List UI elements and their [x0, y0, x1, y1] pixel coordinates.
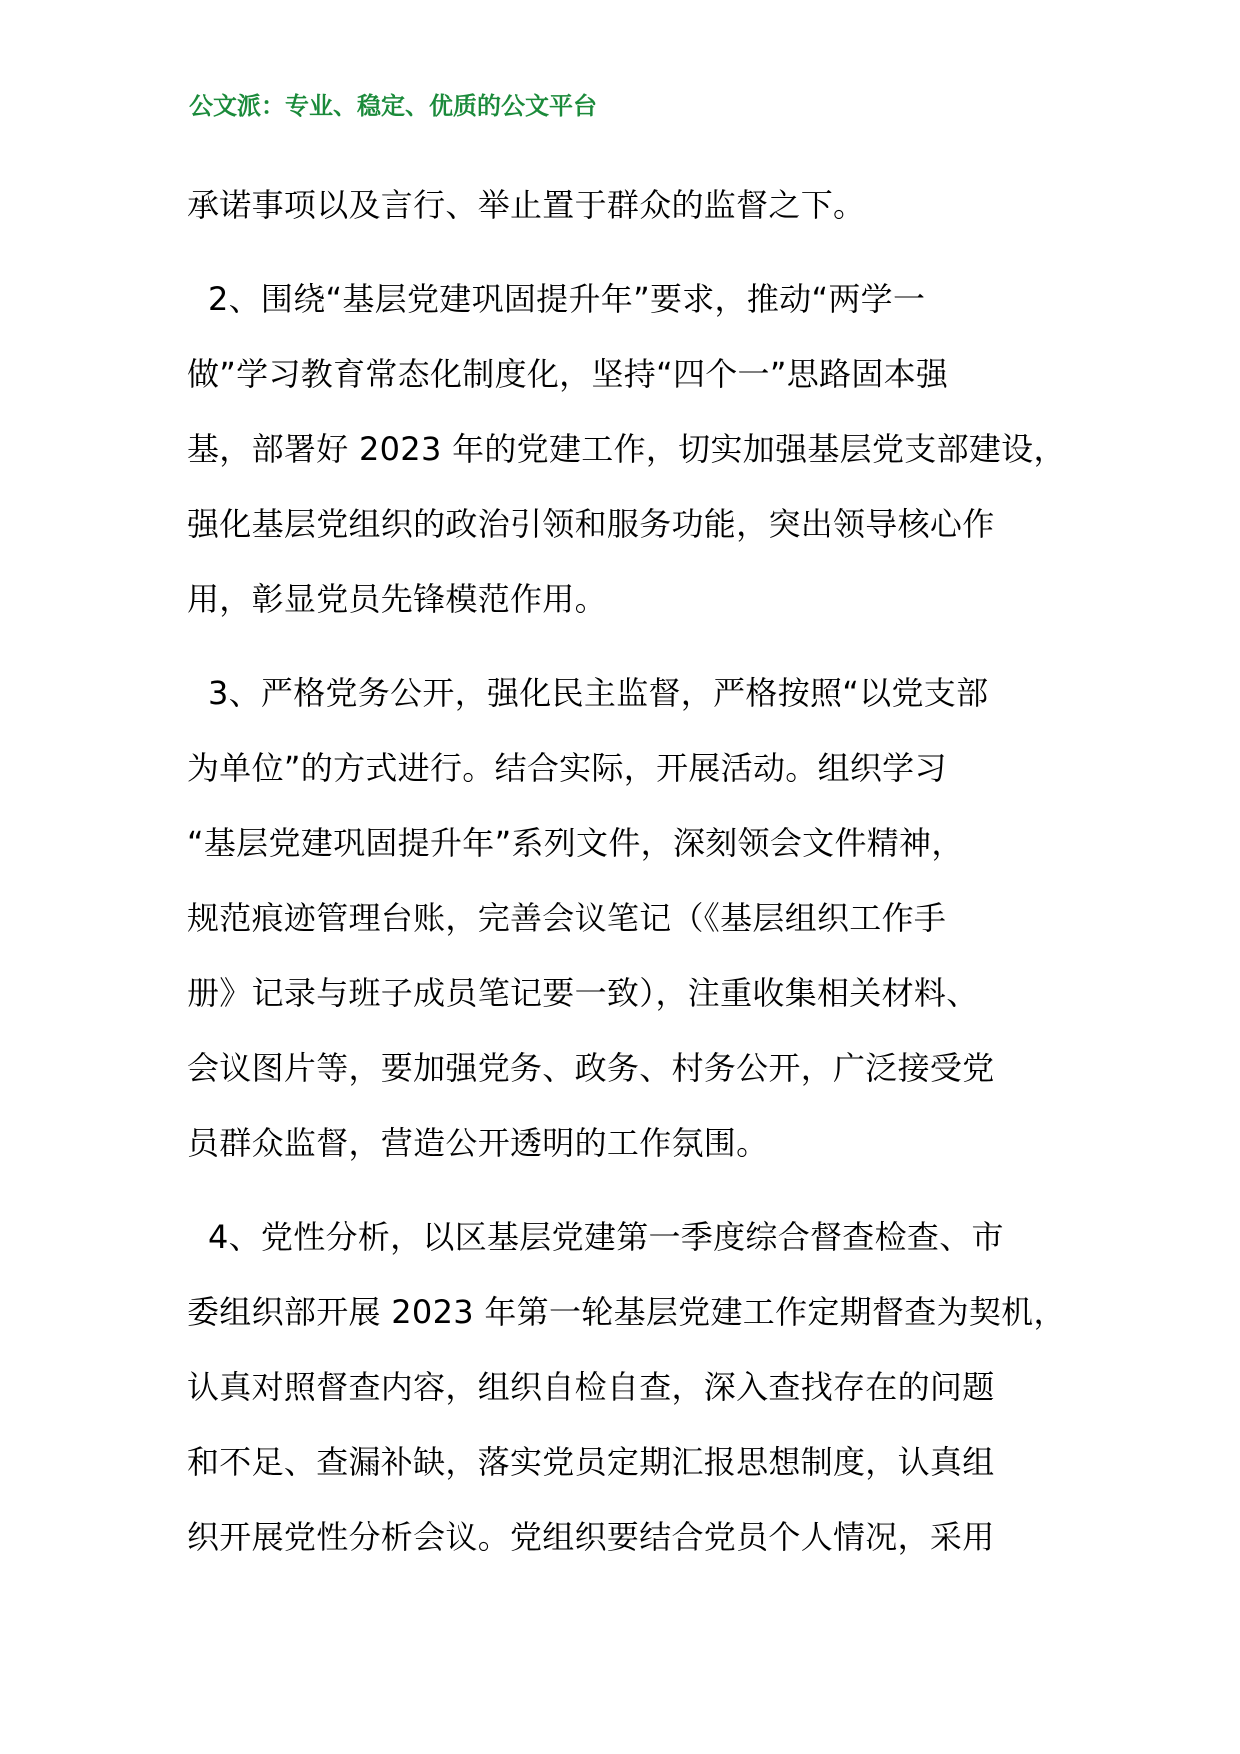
text-line: 员群众监督，营造公开透明的工作氛围。	[187, 1124, 769, 1162]
text-line: 3、严格党务公开，强化民主监督，严格按照“以党支部	[187, 674, 989, 712]
text-line: 为单位”的方式进行。结合实际，开展活动。组织学习	[187, 749, 947, 787]
text-line: 承诺事项以及言行、举止置于群众的监督之下。	[187, 186, 866, 224]
text-line: 用，彰显党员先锋模范作用。	[187, 580, 607, 618]
paragraph	[187, 168, 1087, 243]
document-body	[187, 168, 1087, 1575]
text-line: 基，部署好 2023 年的党建工作，切实加强基层党支部建设，	[187, 430, 1066, 468]
text-line: 做”学习教育常态化制度化，坚持“四个一”思路固本强	[187, 355, 949, 393]
text-line: 和不足、查漏补缺，落实党员定期汇报思想制度，认真组	[187, 1443, 995, 1481]
paragraph	[187, 262, 1087, 637]
text-line: 2、围绕“基层党建巩固提升年”要求，推动“两学一	[187, 280, 926, 318]
text-line: 认真对照督查内容，组织自检自查，深入查找存在的问题	[187, 1368, 995, 1406]
text-line: 织开展党性分析会议。党组织要结合党员个人情况，采用	[187, 1518, 995, 1556]
text-line: 委组织部开展 2023 年第一轮基层党建工作定期督查为契机，	[187, 1293, 1066, 1331]
text-line: 册》记录与班子成员笔记要一致），注重收集相关材料、	[187, 974, 979, 1012]
paragraph	[187, 656, 1087, 1181]
text-line: 会议图片等，要加强党务、政务、村务公开，广泛接受党	[187, 1049, 995, 1087]
text-line: 强化基层党组织的政治引领和服务功能，突出领导核心作	[187, 505, 995, 543]
site-header: 公文派：专业、稳定、优质的公文平台	[189, 92, 597, 120]
text-line: 规范痕迹管理台账，完善会议笔记（《基层组织工作手	[187, 899, 947, 937]
text-line: “基层党建巩固提升年”系列文件，深刻领会文件精神，	[187, 824, 964, 862]
paragraph	[187, 1200, 1087, 1575]
text-line: 4、党性分析，以区基层党建第一季度综合督查检查、市	[187, 1218, 1004, 1256]
